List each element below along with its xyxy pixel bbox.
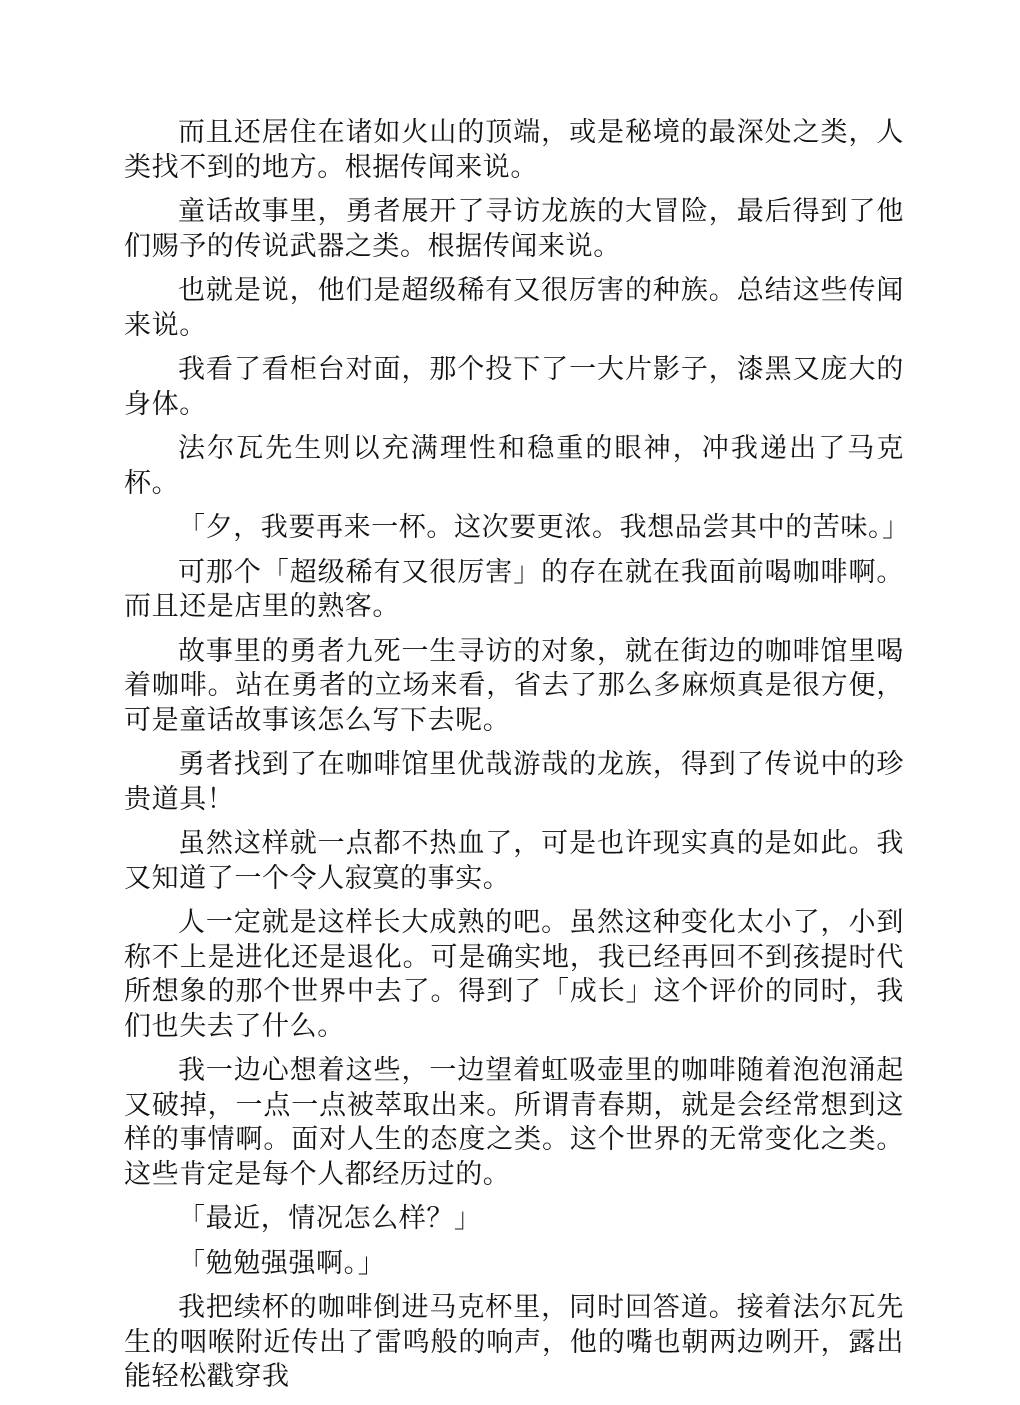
dialogue-2: 「最近，情况怎么样？」: [178, 1203, 482, 1234]
paragraph-8: 故事里的勇者九死一生寻访的对象，就在街边的咖啡馆里喝着咖啡。站在勇者的立场来看，省去了那么多麻烦真是很方便，可是童话故事该怎么写下去呢。: [124, 635, 904, 736]
paragraph-4: 我看了看柜台对面，那个投下了一大片影子，漆黑又庞大的身体。: [124, 354, 904, 420]
paragraph-5: 法尔瓦先生则以充满理性和稳重的眼神，冲我递出了马克杯。: [124, 433, 904, 499]
paragraph-10: 虽然这样就一点都不热血了，可是也许现实真的是如此。我又知道了一个令人寂寞的事实。: [124, 828, 904, 894]
paragraph-1: 而且还居住在诸如火山的顶端，或是秘境的最深处之类，人类找不到的地方。根据传闻来说。: [124, 117, 904, 183]
paragraph-2: 童话故事里，勇者展开了寻访龙族的大冒险，最后得到了他们赐予的传说武器之类。根据传闻来说。: [124, 196, 904, 262]
paragraph-11: 人一定就是这样长大成熟的吧。虽然这种变化太小了，小到称不上是进化还是退化。可是确实地，我已经再回不到孩提时代所想象的那个世界中去了。得到了「成长」这个评价的同时，我们也失去了什么。: [124, 907, 904, 1042]
dialogue-3: 「勉勉强强啊。」: [178, 1247, 386, 1279]
body-text: [124, 116, 910, 1405]
paragraph-12: 我一边心想着这些，一边望着虹吸壶里的咖啡随着泡泡涌起又破掉，一点一点被萃取出来。所谓青春期，就是会经常想到这样的事情啊。面对人生的态度之类。这个世界的无常变化之类。这些肯定是每个人都经历过的。: [124, 1055, 904, 1190]
paragraph-15: 我把续杯的咖啡倒进马克杯里，同时回答道。接着法尔瓦先生的咽喉附近传出了雷鸣般的响声，他的嘴也朝两边咧开，露出能轻松戳穿我: [124, 1292, 904, 1392]
paragraph-9: 勇者找到了在咖啡馆里优哉游哉的龙族，得到了传说中的珍贵道具！: [124, 749, 904, 815]
paragraph-7: 可那个「超级稀有又很厉害」的存在就在我面前喝咖啡啊。而且还是店里的熟客。: [124, 556, 904, 622]
dialogue-1: 「夕，我要再来一杯。这次要更浓。我想品尝其中的苦味。」: [178, 512, 910, 543]
paragraph-3: 也就是说，他们是超级稀有又很厉害的种族。总结这些传闻来说。: [124, 275, 904, 341]
